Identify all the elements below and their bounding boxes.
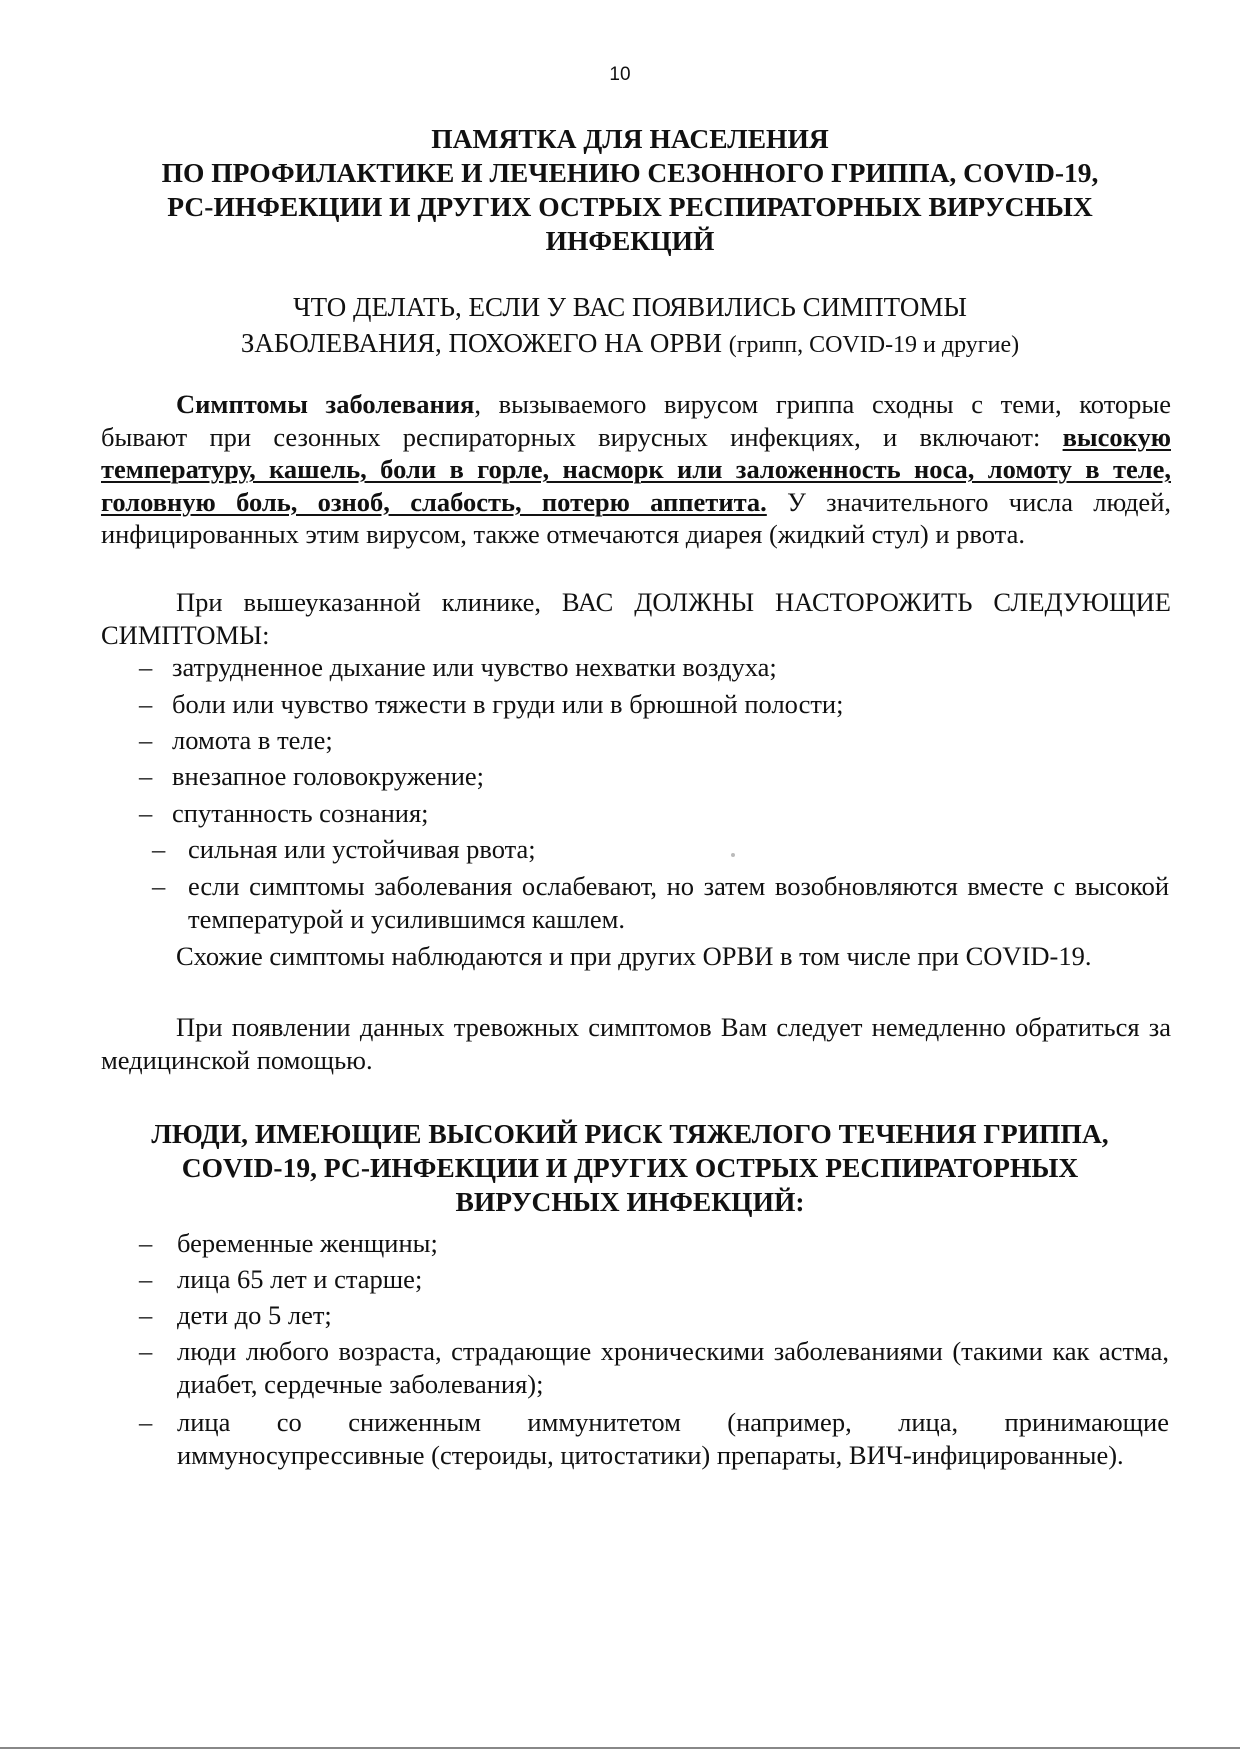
dash-bullet: –: [139, 1336, 153, 1366]
dash-bullet: –: [139, 725, 153, 755]
list-item-text: люди любого возраста, страдающие хроническими заболеваниями (такими как астма, диабет, сердечные заболевания);: [177, 1336, 1169, 1399]
risk-heading-line: ЛЮДИ, ИМЕЮЩИЕ ВЫСОКИЙ РИСК ТЯЖЕЛОГО ТЕЧЕНИЯ ГРИППА,: [151, 1118, 1109, 1149]
similar-note: Схожие симптомы наблюдаются и при других ОРВИ в том числе при COVID-19.: [176, 941, 1092, 971]
list-item-text: лица со сниженным иммунитетом (например, лица, принимающие иммуносупрессивные (стероиды, цитостатики) препараты, ВИЧ-инфицированные).: [177, 1407, 1169, 1470]
subtitle-main: ЗАБОЛЕВАНИЯ, ПОХОЖЕГО НА ОРВИ: [240, 328, 722, 358]
dash-bullet: –: [152, 871, 166, 901]
symptoms-text: , вызываемого вирусом гриппа сходны с теми, которые бывают при сезонных респираторных вирусных инфекциях, и включают:: [101, 389, 1171, 452]
title-line: ИНФЕКЦИЙ: [545, 225, 715, 256]
subtitle-note: (грипп, COVID-19 и другие): [728, 332, 1020, 358]
warning-intro: При вышеуказанной клинике, ВАС ДОЛЖНЫ НАСТОРОЖИТЬ СЛЕДУЮЩИЕ СИМПТОМЫ:: [101, 587, 1171, 650]
dash-bullet: –: [139, 689, 153, 719]
title-line: ПО ПРОФИЛАКТИКЕ И ЛЕЧЕНИЮ СЕЗОННОГО ГРИППА, COVID-19,: [161, 157, 1099, 188]
symptoms-underlined: высокую температуру, кашель, боли в горле, насморк или заложенность носа, ломоту в теле, головную боль, озноб, слабость, потерю аппетита.: [101, 421, 1171, 517]
symptoms-text: У значительного числа людей, инфицированных этим вирусом, также отмечаются диарея (жидкий стул) и рвота.: [101, 486, 1172, 549]
seek-help-note: При появлении данных тревожных симптомов Вам следует немедленно обратиться за медицинской помощью.: [101, 1012, 1171, 1075]
list-item-text: беременные женщины;: [177, 1228, 438, 1258]
list-item-text: сильная или устойчивая рвота;: [188, 834, 536, 864]
page-bottom-edge: [0, 1747, 1240, 1749]
dash-bullet: –: [139, 1300, 153, 1330]
risk-heading-line: COVID-19, РС-ИНФЕКЦИИ И ДРУГИХ ОСТРЫХ РЕСПИРАТОРНЫХ: [181, 1152, 1079, 1183]
risk-heading: [110, 1117, 1150, 1219]
dash-bullet: –: [139, 761, 153, 791]
page-number: 10: [609, 64, 631, 85]
list-item-text: ломота в теле;: [172, 725, 333, 755]
dash-bullet: –: [152, 834, 166, 864]
scan-speck: [731, 853, 735, 857]
dash-bullet: –: [139, 1228, 153, 1258]
risk-heading-line: ВИРУСНЫХ ИНФЕКЦИЙ:: [455, 1186, 805, 1217]
list-item-text: дети до 5 лет;: [177, 1300, 332, 1330]
title-line: ПАМЯТКА ДЛЯ НАСЕЛЕНИЯ: [431, 123, 829, 154]
dash-bullet: –: [139, 798, 153, 828]
dash-bullet: –: [139, 652, 153, 682]
list-item-text: боли или чувство тяжести в груди или в брюшной полости;: [172, 689, 844, 719]
list-item-text: лица 65 лет и старше;: [177, 1264, 423, 1294]
subtitle-line: [110, 325, 1150, 363]
list-item-text: затрудненное дыхание или чувство нехватки воздуха;: [172, 652, 777, 682]
list-item-text: внезапное головокружение;: [172, 761, 485, 791]
list-item-text: спутанность сознания;: [172, 798, 429, 828]
dash-bullet: –: [139, 1264, 153, 1294]
document-title: [110, 122, 1150, 258]
symptoms-paragraph: [101, 388, 1171, 551]
subtitle-line: ЧТО ДЕЛАТЬ, ЕСЛИ У ВАС ПОЯВИЛИСЬ СИМПТОМЫ: [293, 292, 967, 322]
section-subtitle: [110, 289, 1150, 363]
list-item-value: если симптомы заболевания ослабевают, но затем возобновляются вместе с высокой температурой и усилившимся кашлем.: [188, 871, 1169, 934]
dash-bullet: –: [139, 1407, 153, 1437]
list-item-text: [188, 870, 1169, 935]
title-line: РС-ИНФЕКЦИИ И ДРУГИХ ОСТРЫХ РЕСПИРАТОРНЫХ ВИРУСНЫХ: [167, 191, 1093, 222]
symptoms-lead: Симптомы заболевания: [176, 389, 475, 419]
